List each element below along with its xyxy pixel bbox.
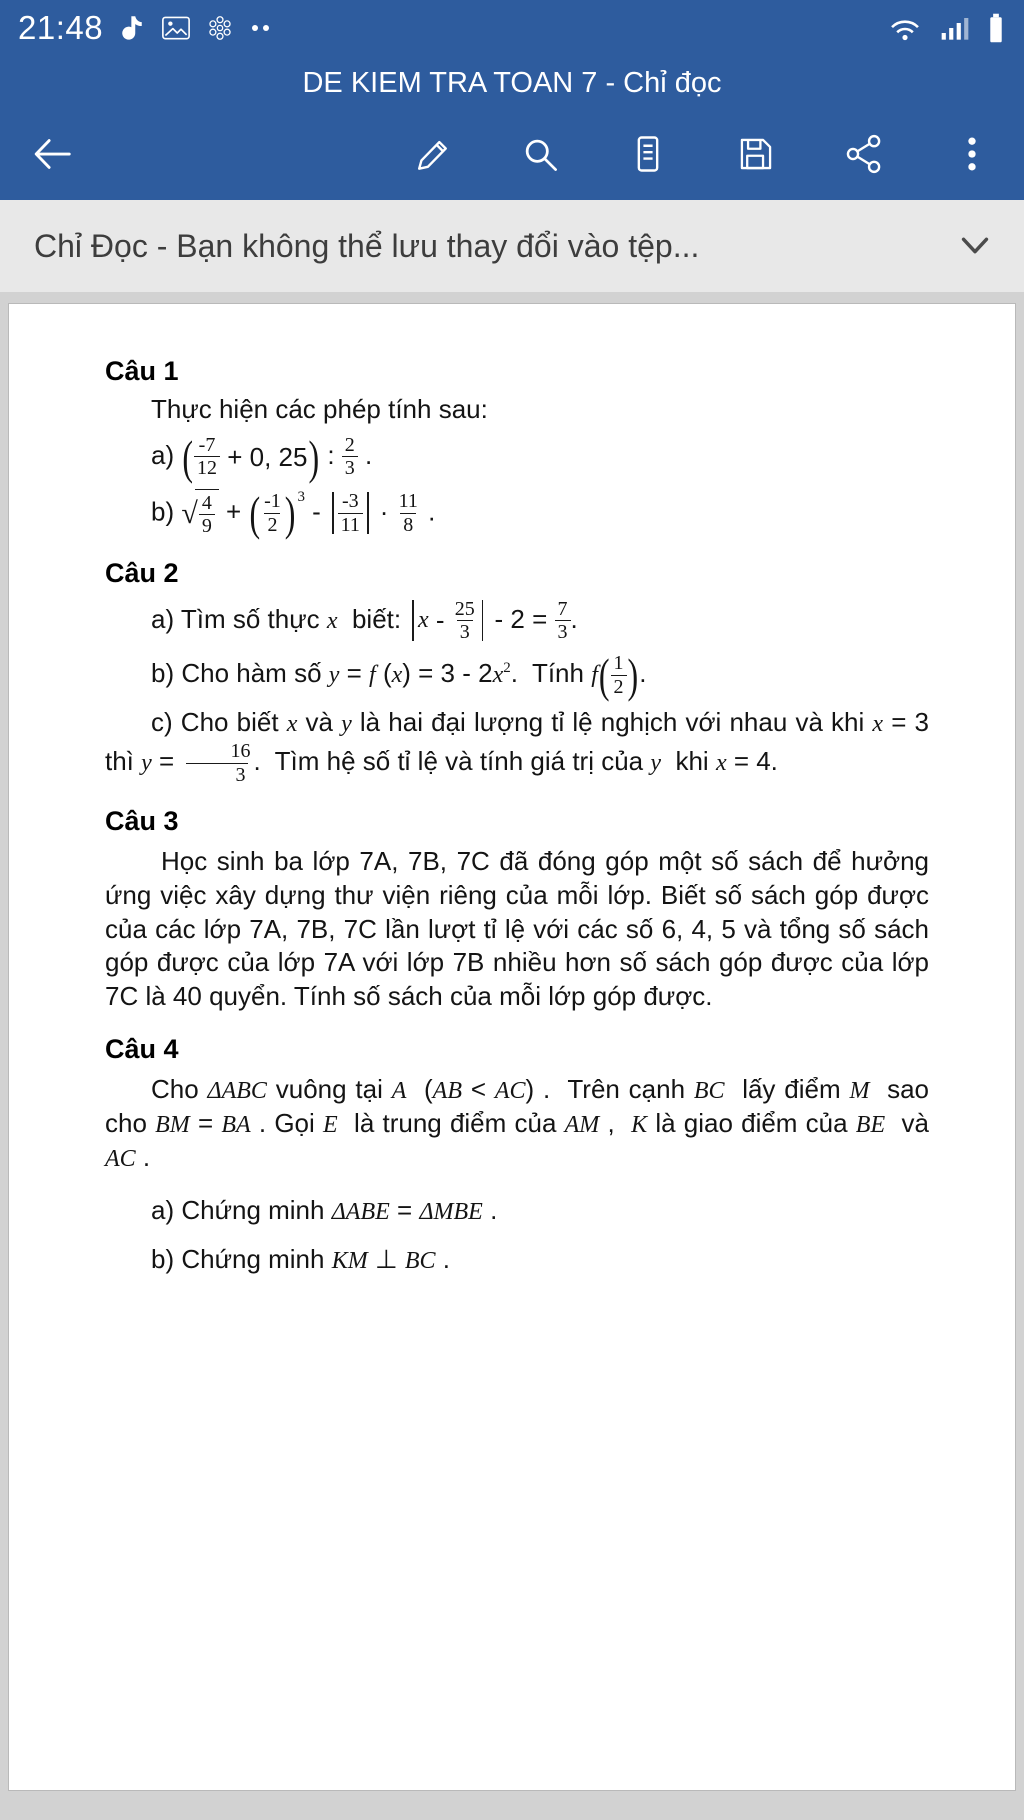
q2-heading: Câu 2: [105, 557, 179, 588]
save-button[interactable]: [730, 129, 782, 181]
overflow-dots-icon: [950, 132, 994, 179]
read-only-banner[interactable]: [0, 200, 1024, 292]
q2-part-a: a) Tìm số thực x biết: x - $\frac{25}{3}$ - 2 = $\frac{7}{3}$ .: [151, 597, 578, 643]
status-bar: [0, 0, 1024, 56]
document-title-bar: [0, 56, 1024, 110]
battery-icon: [986, 12, 1006, 44]
document-page[interactable]: [8, 303, 1016, 1791]
read-view-button[interactable]: [622, 129, 674, 181]
status-left: [18, 9, 273, 47]
save-icon: [734, 132, 778, 179]
flower-icon: [207, 15, 233, 41]
search-icon: [518, 132, 562, 179]
document-area: [0, 292, 1024, 1791]
edit-button[interactable]: [406, 129, 458, 181]
q2-part-c: c) Cho biết x và y là hai đại lượng tỉ lệ nghịch với nhau và khi x = 3 thì y = $\frac{16}{3}$ . Tìm hệ số tỉ lệ và tính giá trị của y khi x = 4.: [105, 707, 944, 786]
share-icon: [842, 132, 886, 179]
q4-intro: Cho ΔABC vuông tại A (AB < AC) . Trên cạnh BC lấy điểm M sao cho BM = BA . Gọi E là trung điểm của AM , K là giao điểm của BE và AC .: [105, 1074, 944, 1173]
document-title: DE KIEM TRA TOAN 7 - Chỉ đọc: [302, 66, 722, 99]
q1-part-b: b) √ $\frac{4}{9}$ + ( $\frac{-1}{2}$ ) 3 - $\frac{-3}{11}$ · $\frac{11}{8}$ .: [151, 486, 436, 541]
search-button[interactable]: [514, 129, 566, 181]
toolbar: [0, 110, 1024, 200]
q2-part-b: b) Cho hàm số y = f $(x) = 3 - 2x^2$. Tính f ( $\frac{1}{2}$ ) .: [151, 648, 647, 703]
q4-part-a: a) Chứng minh ΔABE = ΔMBE .: [151, 1194, 498, 1225]
status-time: 21:48: [18, 9, 104, 46]
back-button[interactable]: [26, 129, 78, 181]
q3-body: Học sinh ba lớp 7A, 7B, 7C đã đóng góp một số sách để hưởng ứng việc xây dựng thư viện riêng của mỗi lớp. Biết số sách góp được của các lớp 7A, 7B, 7C lần lượt tỉ lệ với các số 6, 4, 5 và tổng số sách góp được của lớp 7A với lớp 7B nhiều hơn số sách góp được của lớp 7C là 40 quyển. Tính số sách của mỗi lớp góp được.: [105, 846, 929, 1012]
q4-heading: Câu 4: [105, 1034, 179, 1065]
status-right: [886, 12, 1006, 44]
tiktok-icon: [119, 13, 145, 43]
wifi-icon: [886, 12, 924, 44]
app-bar: [0, 0, 1024, 200]
share-button[interactable]: [838, 129, 890, 181]
q1-heading: Câu 1: [105, 356, 179, 386]
signal-icon: [940, 13, 970, 43]
q4-part-b: b) Chứng minh KM ⊥ BC .: [151, 1243, 450, 1274]
q3-heading: Câu 3: [105, 806, 179, 837]
q1-part-a: a) ( $\frac{-7}{12}$ + 0, 25 ) : $\frac{2}{3}$ .: [151, 429, 373, 484]
q1-intro: Thực hiện các phép tính sau:: [151, 394, 488, 424]
read-only-banner-text: Chỉ Đọc - Bạn không thể lưu thay đổi vào tệp...: [34, 227, 700, 264]
overflow-button[interactable]: [946, 129, 998, 181]
toolbar-right: [406, 129, 998, 181]
notification-dots: [249, 22, 273, 34]
back-icon: [29, 131, 75, 180]
read-view-icon: [626, 132, 670, 179]
edit-pencil-icon: [410, 132, 454, 179]
gallery-icon: [161, 15, 191, 41]
chevron-down-icon[interactable]: [954, 225, 996, 267]
